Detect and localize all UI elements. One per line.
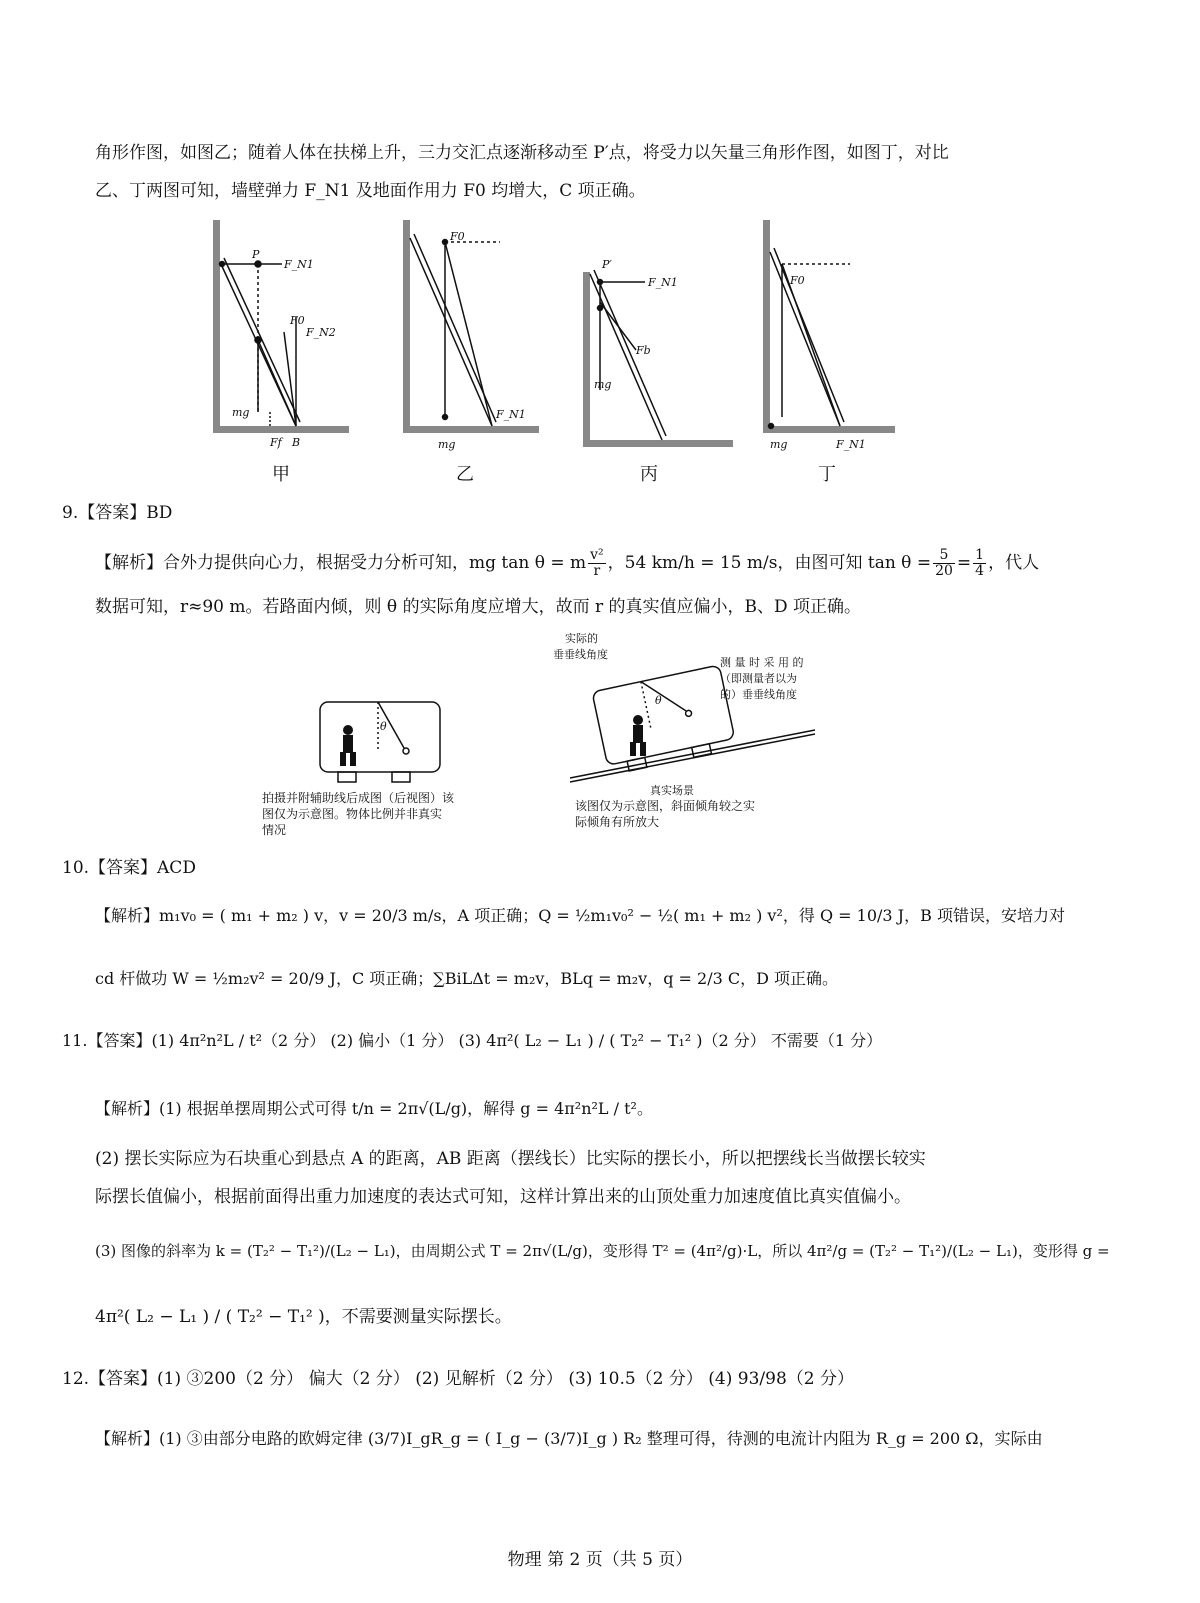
bing-label-fn1: F_N1 [648, 276, 678, 289]
q9-exp-part-a: 【解析】合外力提供向心力，根据受力分析可知，mg tan θ = m [95, 553, 587, 573]
yi-label-f0: F0 [450, 230, 465, 243]
jia-label-ff: Ff [270, 436, 282, 449]
q12-answer: 12.【答案】(1) ③200（2 分） 偏大（2 分） (2) 见解析（2 分） (3) 10.5（2 分） (4) 93/98（2 分） [62, 1369, 854, 1389]
q10-answer: 10.【答案】ACD [62, 858, 196, 878]
caption-line: 拍摄并附辅助线后成图（后视图）该 [262, 791, 455, 805]
q11-explanation-2: (2) 摆长实际应为石块重心到悬点 A 的距离，AB 距离（摆线长）比实际的摆长小，所以把摆线长当做摆长较实 [95, 1149, 926, 1169]
fraction [933, 548, 955, 579]
fraction-numerator: v² [590, 547, 604, 563]
q9-exp-part-b: ，54 km/h = 15 m/s，由图可知 tan θ = [607, 553, 932, 573]
yi-label-mg: mg [438, 438, 456, 451]
bing-label-mg: mg [594, 378, 612, 391]
ding-label-mg: mg [770, 438, 788, 451]
q11-explanation-4: (3) 图像的斜率为 k = (T₂² − T₁²)/(L₂ − L₁)，由周期公式 T = 2π√(L/g)，变形得 T² = (4π²/g)·L，所以 4π²/g = (T₂² − T₁²)/(L₂ − L₁)，变形得 g = [95, 1242, 1110, 1260]
equals-sign: = [956, 553, 972, 573]
page-footer: 物理 第 2 页（共 5 页） [507, 1550, 693, 1570]
carriage-plumb-diagrams [250, 630, 870, 797]
q9-explanation-2: 数据可知，r≈90 m。若路面内倾，则 θ 的实际角度应增大，故而 r 的真实值应偏小，B、D 项正确。 [95, 597, 862, 617]
fraction-numerator: 1 [975, 547, 985, 563]
caption-right-side-3: 的）垂垂线角度 [720, 688, 797, 701]
ladder-force-diagrams [200, 212, 920, 487]
jia-label-b: B [292, 436, 301, 449]
q11-explanation-3: 际摆长值偏小，根据前面得出重力加速度的表达式可知，这样计算出来的山顶处重力加速度值比真实值偏小。 [95, 1187, 911, 1207]
fig2-right-caption [575, 798, 755, 830]
caption-right-top-2: 垂垂线角度 [553, 648, 608, 661]
caption-line: 该图仅为示意图，斜面倾角较之实 [575, 799, 756, 813]
fig-label-jia: 甲 [272, 464, 290, 485]
fig-label-bing: 丙 [640, 464, 658, 485]
q9-explanation-1 [95, 548, 1039, 579]
fraction [973, 548, 986, 579]
yi-label-fn1: F_N1 [496, 408, 526, 421]
intro-line-2: 乙、丁两图可知，墙壁弹力 F_N1 及地面作用力 F0 均增大，C 项正确。 [95, 181, 646, 201]
caption-right-side-2: （即测量者以为 [720, 672, 797, 685]
fraction-denominator: r [593, 563, 601, 579]
caption-line: 图仅为示意图。物体比例并非真实 [262, 807, 443, 821]
bing-label-fb: Fb [636, 344, 651, 357]
fig2-left-caption [262, 790, 454, 838]
jia-label-mg: mg [232, 406, 250, 419]
caption-right-side-1: 测 量 时 采 用 的 [720, 656, 804, 669]
fraction-denominator: 4 [975, 563, 985, 579]
q10-explanation-2: cd 杆做功 W = ½m₂v² = 20/9 J，C 项正确；∑BiLΔt = m₂v，BLq = m₂v，q = 2/3 C，D 项正确。 [95, 969, 839, 988]
q12-explanation-1: 【解析】(1) ③由部分电路的欧姆定律 (3/7)I_gR_g = ( I_g − (3/7)I_g ) R₂ 整理可得，待测的电流计内阻为 R_g = 200 Ω，实际由 [95, 1429, 1043, 1448]
caption-right-scene: 真实场景 [650, 784, 694, 797]
intro-line-1: 角形作图，如图乙；随着人体在扶梯上升，三力交汇点逐渐移动至 P′点，将受力以矢量三角形作图，如图丁，对比 [95, 143, 949, 163]
bing-label-p: P′ [602, 258, 612, 271]
q9-answer: 9.【答案】BD [62, 503, 173, 523]
caption-line: 情况 [262, 823, 287, 837]
jia-label-fn2: F_N2 [306, 326, 336, 339]
ding-label-f0: F0 [790, 274, 805, 287]
fraction-denominator: 20 [935, 563, 953, 579]
theta-label-left: θ [380, 720, 387, 733]
fraction [588, 548, 606, 579]
theta-label-right: θ [655, 694, 662, 707]
fraction-numerator: 5 [933, 548, 955, 564]
fig-label-ding: 丁 [818, 464, 836, 485]
jia-label-p: P [252, 248, 260, 261]
caption-right-top-1: 实际的 [565, 632, 598, 645]
jia-label-fn1: F_N1 [284, 258, 314, 271]
q10-explanation-1: 【解析】m₁v₀ = ( m₁ + m₂ ) v，v = 20/3 m/s，A 项正确；Q = ½m₁v₀² − ½( m₁ + m₂ ) v²，得 Q = 10/3 J，B 项错误，安培力对 [95, 906, 1065, 925]
jia-label-f0: F0 [290, 314, 305, 327]
q11-explanation-1: 【解析】(1) 根据单摆周期公式可得 t/n = 2π√(L/g)，解得 g = 4π²n²L / t²。 [95, 1099, 653, 1118]
fig-label-yi: 乙 [456, 464, 474, 485]
q11-answer: 11.【答案】(1) 4π²n²L / t²（2 分） (2) 偏小（1 分） (3) 4π²( L₂ − L₁ ) / ( T₂² − T₁² )（2 分） 不需要（1 分） [62, 1031, 883, 1050]
q9-exp-part-c: ，代人 [988, 553, 1040, 573]
q11-explanation-5: 4π²( L₂ − L₁ ) / ( T₂² − T₁² )，不需要测量实际摆长。 [95, 1307, 512, 1327]
ding-label-fn1: F_N1 [836, 438, 866, 451]
caption-line: 际倾角有所放大 [575, 815, 660, 829]
